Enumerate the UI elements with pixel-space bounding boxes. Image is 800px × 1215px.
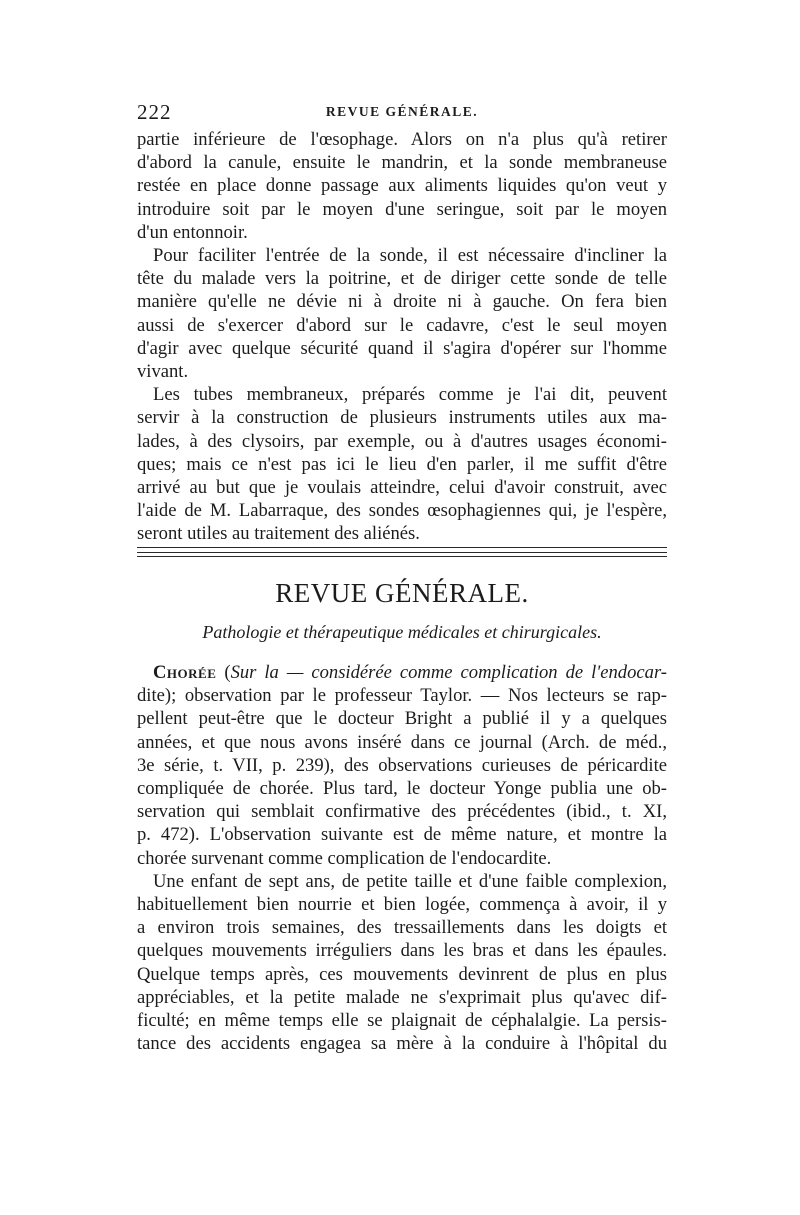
text-line: introduire soit par le moyen d'une seringue, soit par le moyen — [137, 198, 667, 220]
paragraph-case-history — [137, 870, 667, 1056]
section-divider — [137, 545, 667, 559]
text-line: d'abord la canule, ensuite le mandrin, et la sonde membraneuse — [137, 152, 667, 174]
paragraph-membranous-tubes — [137, 383, 667, 545]
text-line: années, et que nous avons inséré dans ce journal (Arch. de méd., — [137, 731, 667, 753]
section-subtitle: Pathologie et thérapeutique médicales et chirurgicales. — [202, 622, 602, 642]
text-line: Pour faciliter l'entrée de la sonde, il est nécessaire d'incliner la — [153, 245, 667, 267]
text-line: manière qu'elle ne dévie ni à droite ni à gauche. On fera bien — [137, 291, 667, 313]
text-line: dite); observation par le professeur Taylor. — Nos lecteurs se rap- — [137, 685, 667, 707]
page-number: 222 — [137, 100, 172, 124]
text-line: compliquée de chorée. Plus tard, le docteur Yonge publia une ob- — [137, 778, 667, 800]
entry-heading: Chorée — [153, 662, 217, 683]
divider-rule — [137, 552, 667, 553]
divider-rule — [137, 556, 667, 557]
text-line: a environ trois semaines, des tressaillements dans les doigts et — [137, 917, 667, 939]
text-line: Les tubes membraneux, préparés comme je l'ai dit, peuvent — [153, 384, 667, 406]
text-line: ficulté; en même temps elle se plaignait de céphalalgie. La persis- — [137, 1010, 667, 1032]
body-text-bottom — [137, 661, 667, 1055]
page-header — [137, 100, 667, 124]
text-line: d'un entonnoir. — [137, 221, 248, 243]
text-line: partie inférieure de l'œsophage. Alors on n'a plus qu'à retirer — [137, 129, 667, 150]
text-line: Chorée (Sur la — considérée comme complication de l'endocar- — [153, 662, 668, 683]
paragraph-esophagus-end — [137, 128, 667, 244]
text-line: l'aide de M. Labarraque, des sondes œsophagiennes qui, je l'espère, — [137, 500, 667, 522]
text-line: chorée survenant comme complication de l'endocardite. — [137, 847, 552, 869]
text-line: tance des accidents engagea sa mère à la conduire à l'hôpital du — [137, 1033, 667, 1055]
text-line: ques; mais ce n'est pas ici le lieu d'en parler, il me suffit d'être — [137, 453, 667, 475]
text-line: quelques mouvements irréguliers dans les bras et dans les épaules. — [137, 940, 667, 962]
text-line: tête du malade vers la poitrine, et de diriger cette sonde de telle — [137, 268, 667, 290]
text-line: Une enfant de sept ans, de petite taille et d'une faible complexion, — [153, 870, 667, 892]
text-line: vivant. — [137, 361, 189, 383]
text-line: seront utiles au traitement des aliénés. — [137, 523, 420, 545]
paragraph-sonde-entry — [137, 244, 667, 383]
running-head: REVUE GÉNÉRALE. — [325, 104, 479, 119]
text-line: Quelque temps après, ces mouvements devinrent de plus en plus — [137, 963, 667, 985]
text-line: habituellement bien nourrie et bien logée, commença à avoir, il y — [137, 894, 667, 916]
text-line: servation qui semblait confirmative des précédentes (ibid., t. XI, — [137, 801, 667, 823]
text-line: restée en place donne passage aux aliments liquides qu'on veut y — [137, 175, 667, 197]
paragraph-choree — [137, 661, 667, 870]
text-line: d'agir avec quelque sécurité quand il s'agira d'opérer sur l'homme — [137, 337, 667, 359]
section-title: REVUE GÉNÉRALE. — [275, 578, 529, 608]
text-line: appréciables, et la petite malade ne s'exprimait plus qu'avec dif- — [137, 986, 667, 1008]
text-line: aussi de s'exercer d'abord sur le cadavre, c'est le seul moyen — [137, 314, 667, 336]
text-line: servir à la construction de plusieurs instruments utiles aux ma- — [137, 407, 667, 429]
text-line: arrivé au but que je voulais atteindre, celui d'avoir construit, avec — [137, 477, 667, 499]
text-line: pellent peut-être que le docteur Bright a publié il y a quelques — [137, 708, 667, 730]
body-text-top — [137, 128, 667, 546]
text-line: lades, à des clysoirs, par exemple, ou à d'autres usages économi- — [137, 430, 667, 452]
divider-rule — [137, 547, 667, 548]
text-line: p. 472). L'observation suivante est de même nature, et montre la — [137, 824, 667, 846]
entry-subheading: Sur la — considérée comme complication de l'endocar- — [230, 662, 668, 683]
text-line: 3e série, t. VII, p. 239), des observations curieuses de péricardite — [137, 754, 667, 776]
